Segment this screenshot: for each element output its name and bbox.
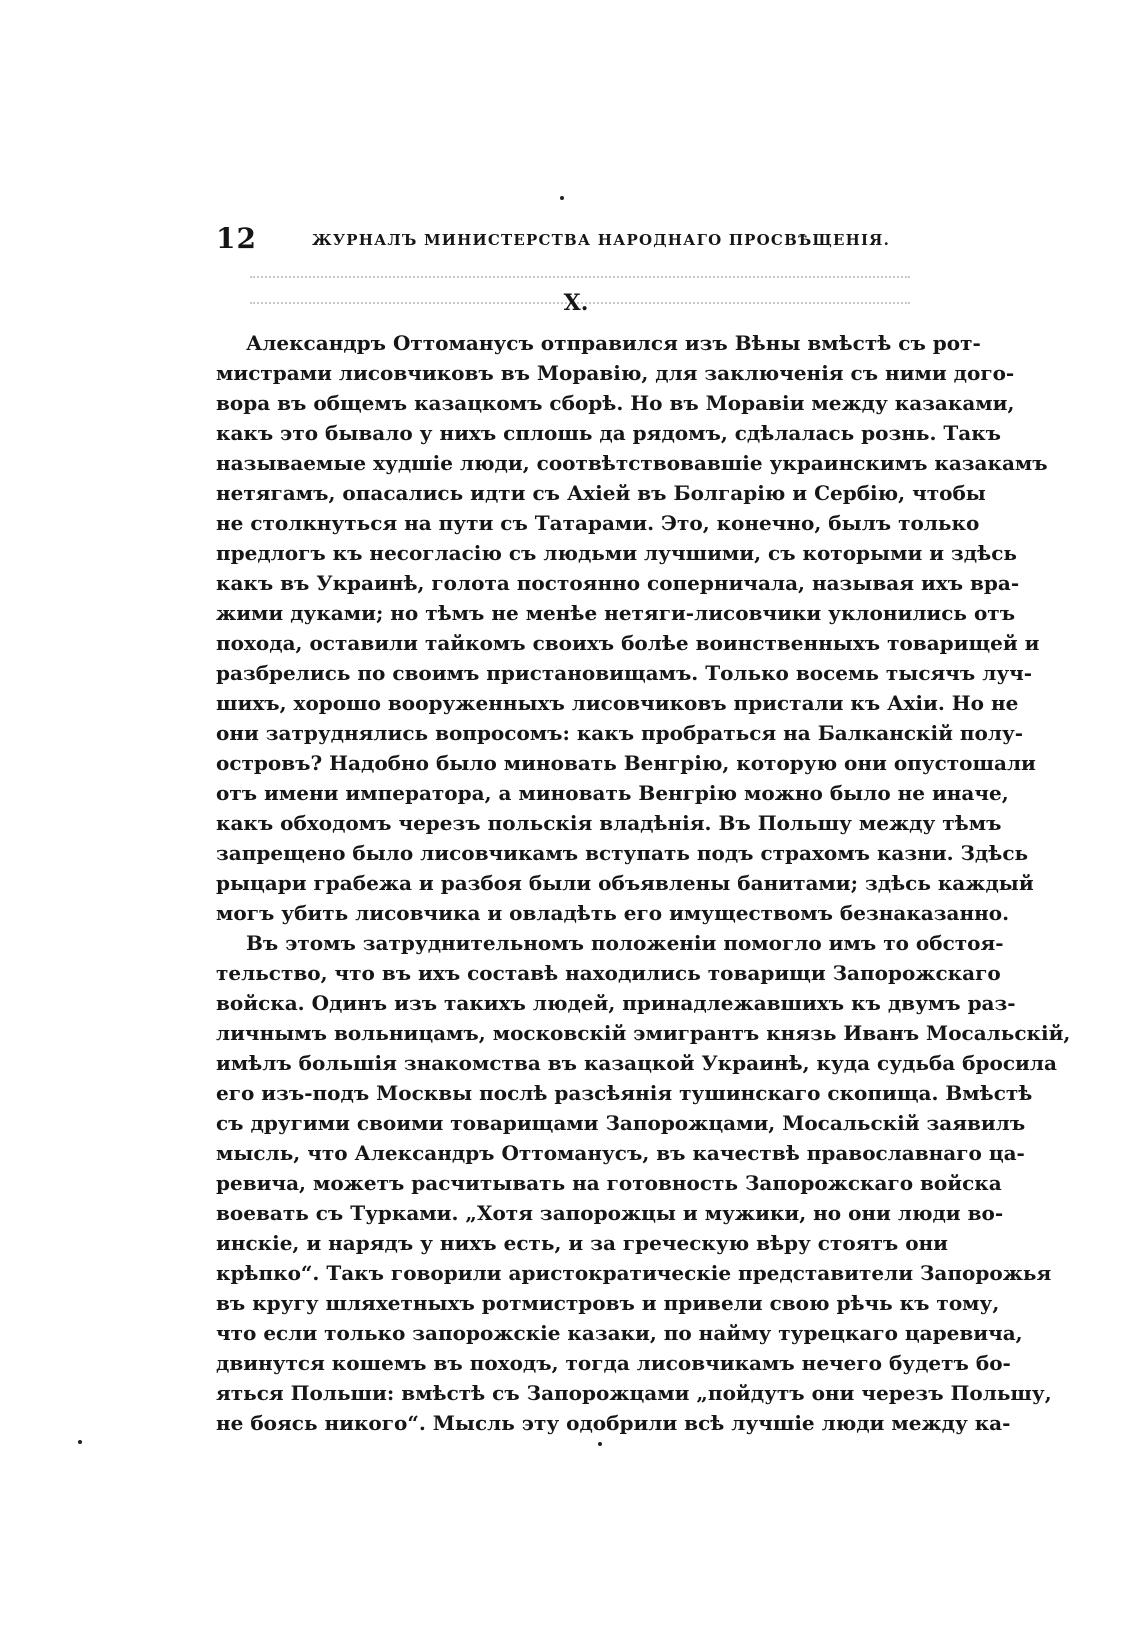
text-line: вора въ общемъ казацкомъ сборѣ. Но въ Моравіи между казаками, <box>216 391 1015 415</box>
text-line: Въ этомъ затруднительномъ положеніи помогло имъ то обстоя- <box>246 931 1004 955</box>
show-through-noise <box>250 276 910 279</box>
text-line: что если только запорожскіе казаки, по найму турецкаго царевича, <box>216 1321 1023 1345</box>
text-line: какъ обходомъ черезъ польскія владѣнія. Въ Польшу между тѣмъ <box>216 811 1002 835</box>
running-title: ЖУРНАЛЪ МИНИСТЕРСТВА НАРОДНАГО ПРОСВѢЩЕНІЯ. <box>312 231 891 249</box>
body-text <box>216 328 1071 1438</box>
text-line: мистрами лисовчиковъ въ Моравію, для заключенія съ ними дого- <box>216 361 1015 385</box>
text-line: островъ? Надобно было миновать Венгрію, которую они опустошали <box>216 751 1036 775</box>
text-line: съ другими своими товарищами Запорожцами, Мосальскій заявилъ <box>216 1111 1026 1135</box>
text-line: личнымъ вольницамъ, московскій эмигрантъ князь Иванъ Мосальскій, <box>216 1021 1071 1045</box>
text-line: его изъ-подъ Москвы послѣ разсѣянія тушинскаго скопища. Вмѣстѣ <box>216 1081 1033 1105</box>
text-line: разбрелись по своимъ пристановищамъ. Только восемь тысячъ луч- <box>216 661 1033 685</box>
text-line: имѣлъ большія знакомства въ казацкой Украинѣ, куда судьба бросила <box>216 1051 1057 1075</box>
text-line: инскіе, и нарядъ у нихъ есть, и за греческую вѣру стоятъ они <box>216 1231 949 1255</box>
text-line: запрещено было лисовчикамъ вступать подъ страхомъ казни. Здѣсь <box>216 841 1029 865</box>
text-line: называемые худшіе люди, соотвѣтствовавшіе украинскимъ казакамъ <box>216 451 1048 475</box>
text-line: воевать съ Турками. „Хотя запорожцы и мужики, но они люди во- <box>216 1201 1004 1225</box>
text-line: Александръ Оттоманусъ отправился изъ Вѣны вмѣстѣ съ рот- <box>246 331 981 355</box>
text-line: похода, оставили тайкомъ своихъ болѣе воинственныхъ товарищей и <box>216 631 1040 655</box>
scan-speck <box>598 1442 602 1446</box>
text-line: мысль, что Александръ Оттоманусъ, въ качествѣ православнаго ца- <box>216 1141 1025 1165</box>
paragraph <box>216 328 1048 928</box>
text-line: рыцари грабежа и разбоя были объявлены банитами; здѣсь каждый <box>216 871 1034 895</box>
text-line: какъ это бывало у нихъ сплошь да рядомъ, сдѣлалась рознь. Такъ <box>216 421 1002 445</box>
text-line: шихъ, хорошо вооруженныхъ лисовчиковъ пристали къ Ахіи. Но не <box>216 691 1019 715</box>
text-line: войска. Одинъ изъ такихъ людей, принадлежавшихъ къ двумъ раз- <box>216 991 1016 1015</box>
text-line: тельство, что въ ихъ составѣ находились товарищи Запорожскаго <box>216 961 1001 985</box>
text-line: въ кругу шляхетныхъ ротмистровъ и привели свою рѣчь къ тому, <box>216 1291 1000 1315</box>
text-line: могъ убить лисовчика и овладѣть его имуществомъ безнаказанно. <box>216 901 1010 925</box>
text-line: двинутся кошемъ въ походъ, тогда лисовчикамъ нечего будетъ бо- <box>216 1351 1011 1375</box>
text-line: ревича, можетъ расчитывать на готовность Запорожскаго войска <box>216 1171 1002 1195</box>
text-line: крѣпко“. Такъ говорили аристократическіе представители Запорожья <box>216 1261 1052 1285</box>
text-line: они затруднялись вопросомъ: какъ пробраться на Балканскій полу- <box>216 721 1024 745</box>
text-line: яться Польши: вмѣстѣ съ Запорожцами „пойдутъ они черезъ Польшу, <box>216 1381 1052 1405</box>
text-line: не столкнуться на пути съ Татарами. Это, конечно, былъ только <box>216 511 980 535</box>
paragraph <box>216 928 1071 1438</box>
text-line: нетягамъ, опасались идти съ Ахіей въ Болгарію и Сербію, чтобы <box>216 481 986 505</box>
text-line: не боясь никого“. Мысль эту одобрили всѣ лучшіе люди между ка- <box>216 1411 1011 1435</box>
scan-speck <box>560 196 564 200</box>
section-heading: X. <box>563 290 589 316</box>
text-line: предлогъ къ несогласію съ людьми лучшими, съ которыми и здѣсь <box>216 541 1017 565</box>
scan-speck <box>78 1440 82 1444</box>
page-number: 12 <box>216 222 257 255</box>
text-line: отъ имени императора, а миновать Венгрію можно было не иначе, <box>216 781 1009 805</box>
text-line: какъ въ Украинѣ, голота постоянно соперничала, называя ихъ вра- <box>216 571 1020 595</box>
text-line: жими дуками; но тѣмъ не менѣе нетяги-лисовчики уклонились отъ <box>216 601 1016 625</box>
